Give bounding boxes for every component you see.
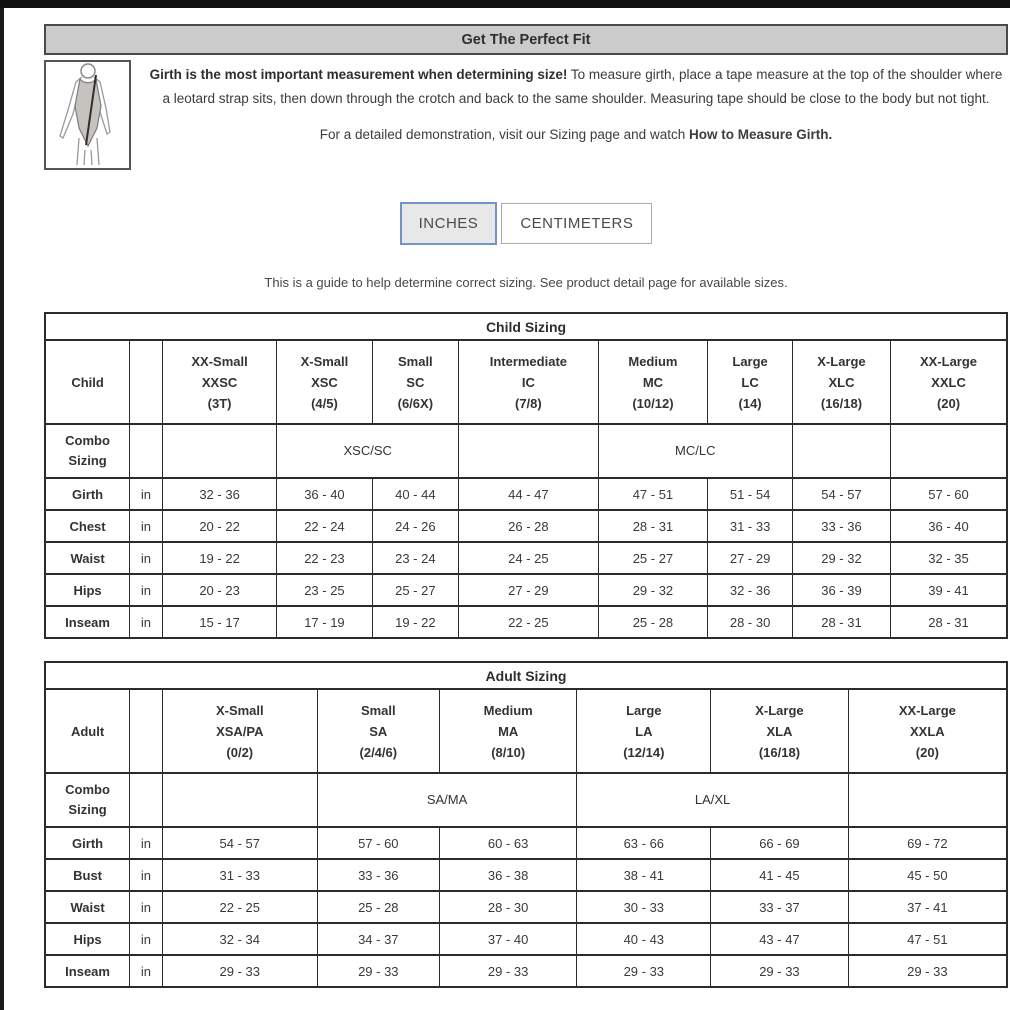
measurement-value-cell: 34 - 37 (317, 923, 439, 955)
measurement-row (45, 923, 1007, 955)
measurement-value-cell: 37 - 41 (848, 891, 1007, 923)
measurement-value-cell: 25 - 28 (317, 891, 439, 923)
combo-size-cell: XSC/SC (277, 424, 459, 478)
measurement-value-cell: 37 - 40 (439, 923, 577, 955)
size-column-header (439, 689, 577, 773)
combo-header-line: Sizing (68, 453, 107, 468)
combo-sizing-row (45, 773, 1007, 827)
size-header-line: SA (369, 723, 388, 739)
measurement-label: Hips (45, 574, 130, 606)
measurement-label: Waist (45, 542, 130, 574)
measurement-value-cell: 33 - 36 (317, 859, 439, 891)
measurement-value-cell: 28 - 30 (439, 891, 577, 923)
table-header-row (45, 689, 1007, 773)
measurement-value-cell: 25 - 27 (598, 542, 708, 574)
size-header-line: (12/14) (623, 744, 665, 760)
empty-combo-cell (162, 424, 276, 478)
size-column-header (162, 689, 317, 773)
measurement-label: Bust (45, 859, 130, 891)
measurement-value-cell: 28 - 31 (891, 606, 1007, 638)
size-column-header (598, 340, 708, 424)
measurement-value-cell: 22 - 25 (162, 891, 317, 923)
measurement-value-cell: 22 - 25 (459, 606, 598, 638)
combo-size-cell: SA/MA (317, 773, 577, 827)
measurement-value-cell: 32 - 35 (891, 542, 1007, 574)
child-sizing-table (44, 312, 1008, 639)
inches-button[interactable]: INCHES (400, 202, 498, 245)
empty-unit-header (130, 689, 163, 773)
measurement-value-cell: 45 - 50 (848, 859, 1007, 891)
size-header-line: (8/10) (491, 744, 526, 760)
size-header-line: Small (360, 702, 396, 718)
measurement-value-cell: 54 - 57 (792, 478, 890, 510)
measurement-row (45, 606, 1007, 638)
measurement-value-cell: 28 - 30 (708, 606, 793, 638)
size-header-line: XSC (311, 374, 338, 390)
measurement-value-cell: 36 - 39 (792, 574, 890, 606)
measurement-value-cell: 54 - 57 (162, 827, 317, 859)
size-header-line: XSA/PA (216, 723, 264, 739)
unit-cell: in (130, 574, 163, 606)
size-header-line: (10/12) (632, 395, 674, 411)
measurement-value-cell: 19 - 22 (372, 606, 459, 638)
unit-cell: in (130, 510, 163, 542)
measurement-row (45, 478, 1007, 510)
size-header-line: (0/2) (226, 744, 254, 760)
demo-note-bold: How to Measure Girth. (688, 127, 833, 142)
size-header-line: MA (498, 723, 519, 739)
measurement-value-cell: 22 - 24 (277, 510, 372, 542)
measurement-row (45, 955, 1007, 987)
measurement-value-cell: 29 - 33 (711, 955, 849, 987)
measurement-row (45, 510, 1007, 542)
measurement-value-cell: 36 - 38 (439, 859, 577, 891)
size-header-line: LC (741, 374, 759, 390)
size-column-header (577, 689, 711, 773)
size-column-header (848, 689, 1007, 773)
combo-row-header (45, 424, 130, 478)
size-header-line: SC (406, 374, 425, 390)
measurement-label: Girth (45, 827, 130, 859)
unit-toggle (44, 202, 1008, 245)
table-row-header: Child (45, 340, 130, 424)
measurement-value-cell: 17 - 19 (277, 606, 372, 638)
measurement-value-cell: 63 - 66 (577, 827, 711, 859)
measurement-value-cell: 60 - 63 (439, 827, 577, 859)
size-header-line: XXSC (201, 374, 238, 390)
table-title-row (45, 662, 1007, 689)
measurement-value-cell: 57 - 60 (891, 478, 1007, 510)
combo-row-header (45, 773, 130, 827)
measurement-value-cell: 28 - 31 (598, 510, 708, 542)
combo-header-line: Sizing (68, 802, 107, 817)
page-top-border (0, 0, 1010, 8)
demo-note-prefix: For a detailed demonstration, visit our Sizing page and watch (319, 127, 689, 142)
size-header-line: X-Small (215, 702, 264, 718)
size-header-line: (3T) (207, 395, 232, 411)
measurement-value-cell: 69 - 72 (848, 827, 1007, 859)
measurement-row (45, 827, 1007, 859)
unit-cell: in (130, 891, 163, 923)
size-column-header (277, 340, 372, 424)
measurement-value-cell: 28 - 31 (792, 606, 890, 638)
centimeters-button[interactable]: CENTIMETERS (501, 203, 652, 244)
size-header-line: IC (521, 374, 535, 390)
measurement-value-cell: 36 - 40 (891, 510, 1007, 542)
size-column-header (891, 340, 1007, 424)
size-header-line: (4/5) (311, 395, 338, 411)
size-header-line: Small (397, 353, 433, 369)
unit-cell: in (130, 859, 163, 891)
size-header-line: LA (635, 723, 653, 739)
size-column-header (372, 340, 459, 424)
size-column-header (459, 340, 598, 424)
size-header-line: (14) (738, 395, 762, 411)
size-column-header (792, 340, 890, 424)
size-header-line: XXLC (931, 374, 966, 390)
measurement-label: Girth (45, 478, 130, 510)
measurement-value-cell: 25 - 27 (372, 574, 459, 606)
size-header-line: XLC (828, 374, 855, 390)
combo-header-line: Combo (65, 433, 110, 448)
size-header-line: (7/8) (515, 395, 542, 411)
table-title: Adult Sizing (45, 662, 1007, 689)
measurement-value-cell: 39 - 41 (891, 574, 1007, 606)
measurement-value-cell: 31 - 33 (162, 859, 317, 891)
measurement-value-cell: 36 - 40 (277, 478, 372, 510)
girth-instructions-lead: Girth is the most important measurement when determining size! (149, 67, 568, 82)
leotard-measure-figure-icon (44, 60, 131, 170)
empty-combo-cell (848, 773, 1007, 827)
measurement-value-cell: 40 - 44 (372, 478, 459, 510)
measurement-value-cell: 27 - 29 (708, 542, 793, 574)
size-header-line: X-Small (300, 353, 349, 369)
measurement-label: Chest (45, 510, 130, 542)
size-header-line: (16/18) (758, 744, 801, 760)
girth-instructions (144, 60, 1008, 111)
size-header-line: (16/18) (820, 395, 863, 411)
measurement-value-cell: 66 - 69 (711, 827, 849, 859)
measurement-value-cell: 20 - 23 (162, 574, 276, 606)
size-header-line: MC (642, 374, 664, 390)
size-header-line: (20) (915, 744, 939, 760)
table-title-row (45, 313, 1007, 340)
measurement-value-cell: 47 - 51 (848, 923, 1007, 955)
combo-size-cell: LA/XL (577, 773, 848, 827)
measurement-value-cell: 24 - 25 (459, 542, 598, 574)
size-header-line: XXLA (910, 723, 945, 739)
measurement-value-cell: 32 - 36 (162, 478, 276, 510)
leotard-figure-svg (46, 62, 129, 168)
measurement-value-cell: 15 - 17 (162, 606, 276, 638)
measurement-label: Inseam (45, 955, 130, 987)
size-header-line: Medium (628, 353, 678, 369)
size-header-line: (2/4/6) (359, 744, 398, 760)
size-header-line: X-Large (817, 353, 866, 369)
measurement-value-cell: 29 - 33 (162, 955, 317, 987)
size-header-line: Large (626, 702, 662, 718)
measurement-value-cell: 41 - 45 (711, 859, 849, 891)
empty-unit-cell (130, 424, 163, 478)
unit-cell: in (130, 606, 163, 638)
size-header-line: (6/6X) (397, 395, 434, 411)
size-column-header (708, 340, 793, 424)
measurement-value-cell: 51 - 54 (708, 478, 793, 510)
measurement-value-cell: 19 - 22 (162, 542, 276, 574)
measurement-value-cell: 44 - 47 (459, 478, 598, 510)
measurement-value-cell: 31 - 33 (708, 510, 793, 542)
measurement-value-cell: 38 - 41 (577, 859, 711, 891)
measurement-row (45, 574, 1007, 606)
measurement-value-cell: 29 - 32 (598, 574, 708, 606)
empty-unit-cell (130, 773, 163, 827)
measurement-value-cell: 29 - 33 (439, 955, 577, 987)
size-column-header (711, 689, 849, 773)
unit-cell: in (130, 923, 163, 955)
table-row-header: Adult (45, 689, 130, 773)
measurement-value-cell: 33 - 36 (792, 510, 890, 542)
measurement-value-cell: 27 - 29 (459, 574, 598, 606)
measurement-value-cell: 29 - 33 (317, 955, 439, 987)
adult-sizing-table (44, 661, 1008, 988)
table-title: Child Sizing (45, 313, 1007, 340)
measurement-row (45, 891, 1007, 923)
measurement-value-cell: 26 - 28 (459, 510, 598, 542)
measurement-value-cell: 23 - 24 (372, 542, 459, 574)
measurement-value-cell: 43 - 47 (711, 923, 849, 955)
unit-cell: in (130, 827, 163, 859)
measurement-value-cell: 22 - 23 (277, 542, 372, 574)
measurement-value-cell: 24 - 26 (372, 510, 459, 542)
measurement-value-cell: 20 - 22 (162, 510, 276, 542)
measurement-value-cell: 25 - 28 (598, 606, 708, 638)
measurement-value-cell: 32 - 34 (162, 923, 317, 955)
measurement-label: Inseam (45, 606, 130, 638)
measurement-value-cell: 29 - 32 (792, 542, 890, 574)
measurement-value-cell: 29 - 33 (577, 955, 711, 987)
measurement-value-cell: 30 - 33 (577, 891, 711, 923)
guide-note: This is a guide to help determine correct sizing. See product detail page for available sizes. (264, 275, 788, 290)
size-column-header (317, 689, 439, 773)
combo-size-cell: MC/LC (598, 424, 792, 478)
size-column-header (162, 340, 276, 424)
size-header-line: Medium (483, 702, 533, 718)
combo-header-line: Combo (65, 782, 110, 797)
size-header-line: XLA (766, 723, 793, 739)
empty-combo-cell (891, 424, 1007, 478)
measurement-row (45, 542, 1007, 574)
size-header-line: XX-Large (898, 702, 956, 718)
size-header-line: Intermediate (489, 353, 568, 369)
girth-instructions-body: To measure girth, place a tape measure at the top of the shoulder where a leotard strap sits, then down through the crotch and back to the same shoulder. Measuring tape should be close to the body but not tight. (162, 67, 1003, 106)
measurement-label: Waist (45, 891, 130, 923)
demo-note (144, 127, 1008, 142)
unit-cell: in (130, 955, 163, 987)
page-left-border (0, 8, 4, 1010)
empty-combo-cell (162, 773, 317, 827)
size-header-line: X-Large (755, 702, 804, 718)
measurement-value-cell: 57 - 60 (317, 827, 439, 859)
unit-cell: in (130, 478, 163, 510)
empty-unit-header (130, 340, 163, 424)
intro-section (44, 60, 1008, 172)
size-header-line: XX-Small (191, 353, 248, 369)
unit-cell: in (130, 542, 163, 574)
size-header-line: Large (732, 353, 768, 369)
measurement-row (45, 859, 1007, 891)
measurement-value-cell: 47 - 51 (598, 478, 708, 510)
page-title-text: Get The Perfect Fit (461, 31, 591, 48)
table-header-row (45, 340, 1007, 424)
measurement-value-cell: 23 - 25 (277, 574, 372, 606)
empty-combo-cell (792, 424, 890, 478)
page-title (44, 24, 1008, 55)
empty-combo-cell (459, 424, 598, 478)
measurement-value-cell: 29 - 33 (848, 955, 1007, 987)
size-header-line: XX-Large (919, 353, 978, 369)
combo-sizing-row (45, 424, 1007, 478)
size-guide-page (44, 8, 1008, 988)
size-header-line: (20) (936, 395, 961, 411)
measurement-label: Hips (45, 923, 130, 955)
measurement-value-cell: 32 - 36 (708, 574, 793, 606)
measurement-value-cell: 40 - 43 (577, 923, 711, 955)
measurement-value-cell: 33 - 37 (711, 891, 849, 923)
